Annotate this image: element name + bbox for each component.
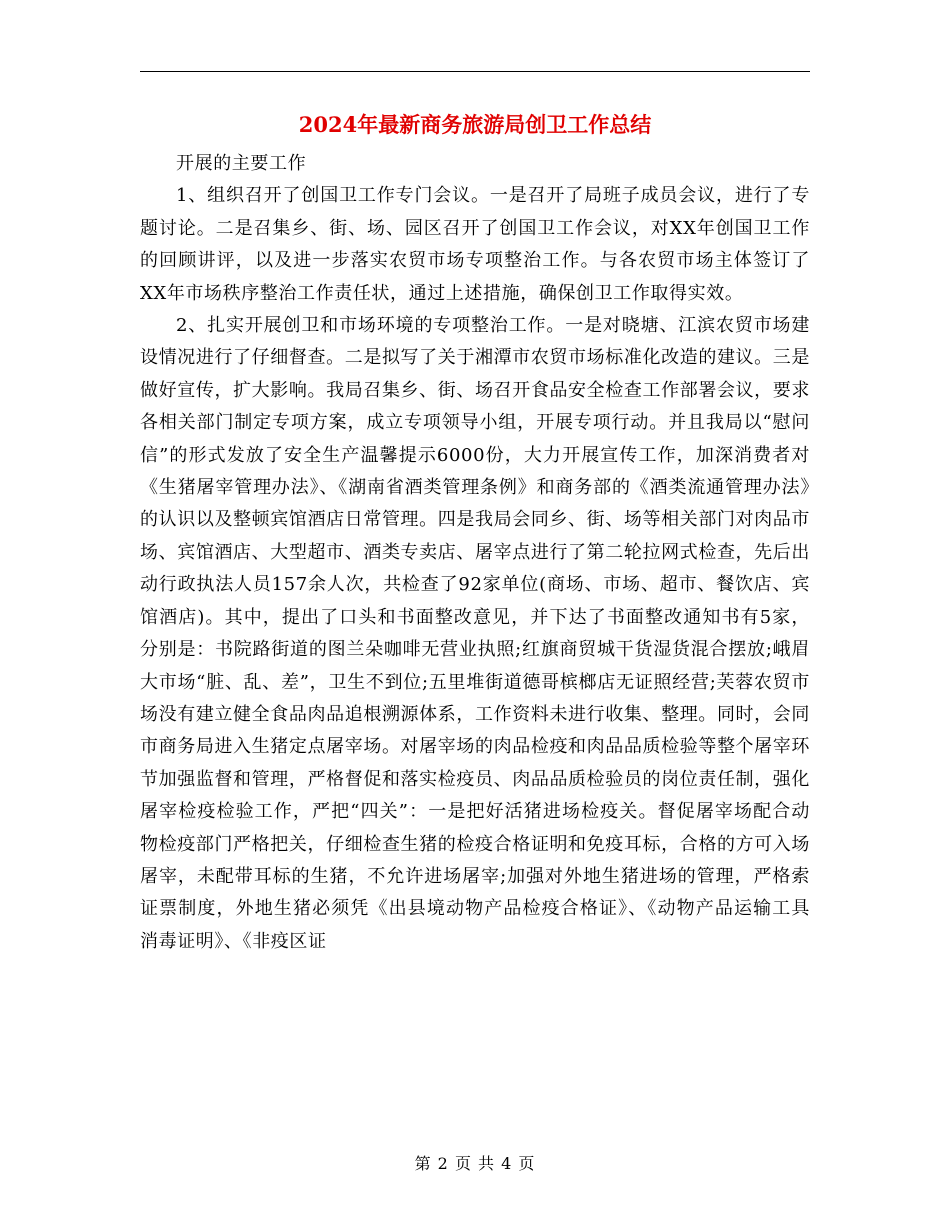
header-rule — [140, 71, 810, 72]
document-title: 2024年最新商务旅游局创卫工作总结 — [298, 112, 652, 137]
page-number: 第 2 页 共 4 页 — [414, 1154, 536, 1173]
document-body — [140, 148, 810, 958]
body-paragraph-1: 1、组织召开了创国卫工作专门会议。一是召开了局班子成员会议，进行了专题讨论。二是召集乡、街、场、园区召开了创国卫工作会议，对XX年创国卫工作的回顾讲评，以及进一步落实农贸市场专项整治工作。与各农贸市场主体签订了XX年市场秩序整治工作责任状，通过上述措施，确保创卫工作取得实效。 — [140, 185, 810, 304]
section-heading: 开展的主要工作 — [176, 153, 307, 174]
body-paragraph-2: 2、扎实开展创卫和市场环境的专项整治工作。一是对晓塘、江滨农贸市场建设情况进行了仔细督查。二是拟写了关于湘潭市农贸市场标准化改造的建议。三是做好宣传，扩大影响。我局召集乡、街、场召开食品安全检查工作部署会议，要求各相关部门制定专项方案，成立专项领导小组，开展专项行动。并且我局以“慰问信”的形式发放了安全生产温馨提示6000份，大力开展宣传工作，加深消费者对《生猪屠宰管理办法》、《湖南省酒类管理条例》和商务部的《酒类流通管理办法》的认识以及整顿宾馆酒店日常管理。四是我局会同乡、街、场等相关部门对肉品市场、宾馆酒店、大型超市、酒类专卖店、屠宰点进行了第二轮拉网式检查，先后出动行政执法人员157余人次，共检查了92家单位(商场、市场、超市、餐饮店、宾馆酒店)。其中，提出了口头和书面整改意见，并下达了书面整改通知书有5家，分别是：书院路街道的图兰朵咖啡无营业执照;红旗商贸城干货湿货混合摆放;峨眉大市场“脏、乱、差”，卫生不到位;五里堆街道德哥槟榔店无证照经营;芙蓉农贸市场没有建立健全食品肉品追根溯源体系，工作资料未进行收集、整理。同时，会同市商务局进入生猪定点屠宰场。对屠宰场的肉品检疫和肉品品质检验等整个屠宰环节加强监督和管理，严格督促和落实检疫员、肉品品质检验员的岗位责任制，强化屠宰检疫检验工作，严把“四关”：一是把好活猪进场检疫关。督促屠宰场配合动物检疫部门严格把关，仔细检查生猪的检疫合格证明和免疫耳标，合格的方可入场屠宰，未配带耳标的生猪，不允许进场屠宰;加强对外地生猪进场的管理，严格索证票制度，外地生猪必须凭《出县境动物产品检疫合格证》、《动物产品运输工具消毒证明》、《非疫区证 — [140, 315, 810, 952]
